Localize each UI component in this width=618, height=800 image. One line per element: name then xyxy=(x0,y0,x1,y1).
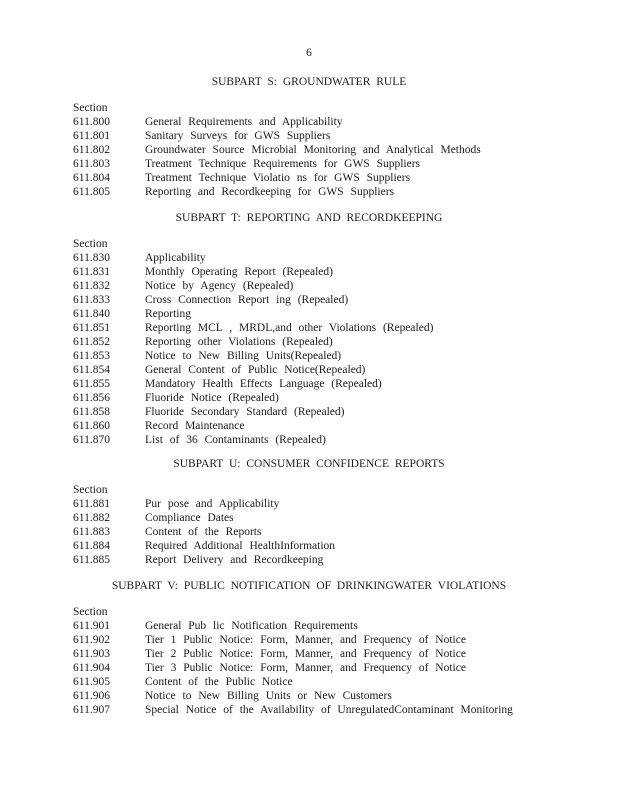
section-title: Reporting xyxy=(145,308,191,320)
section-number: 611.884 xyxy=(73,540,110,552)
subpart-heading: SUBPART U: CONSUMER CONFIDENCE REPORTS xyxy=(173,458,445,470)
section-number: 611.803 xyxy=(73,158,110,170)
section-title: Report Delivery and Recordkeeping xyxy=(145,554,324,566)
section-number: 611.805 xyxy=(73,186,110,198)
section-number: 611.901 xyxy=(73,620,110,632)
section-number: 611.885 xyxy=(73,554,110,566)
table-row xyxy=(73,322,433,336)
section-number: 611.802 xyxy=(73,144,110,156)
section-number: 611.832 xyxy=(73,280,110,292)
section-title: Groundwater Source Microbial Monitoring and Analytical Methods xyxy=(145,144,481,156)
section-number: 611.904 xyxy=(73,662,110,674)
table-row xyxy=(73,512,234,526)
subpart-heading: SUBPART S: GROUNDWATER RULE xyxy=(211,76,407,88)
section-title: Compliance Dates xyxy=(145,512,234,524)
section-number: 611.902 xyxy=(73,634,110,646)
section-label: Section xyxy=(73,102,108,114)
table-row xyxy=(73,554,323,568)
section-title: General Content of Public Notice(Repealed) xyxy=(145,364,366,376)
section-number: 611.854 xyxy=(73,364,110,376)
table-row xyxy=(73,144,481,158)
table-row xyxy=(73,540,335,554)
section-number: 611.903 xyxy=(73,648,110,660)
table-row xyxy=(73,336,333,350)
table-row xyxy=(73,252,206,266)
section-number: 611.801 xyxy=(73,130,110,142)
section-title: General Pub lic Notification Requirements xyxy=(145,620,358,632)
section-title: List of 36 Contaminants (Repealed) xyxy=(145,434,326,446)
section-title: General Requirements and Applicability xyxy=(145,116,343,128)
section-title: Fluoride Secondary Standard (Repealed) xyxy=(145,406,345,418)
table-row xyxy=(73,690,392,704)
section-number: 611.882 xyxy=(73,512,110,524)
subpart-heading: SUBPART V: PUBLIC NOTIFICATION OF DRINKINGWATER VIOLATIONS xyxy=(111,580,507,592)
table-row xyxy=(73,392,279,406)
section-title: Content of the Public Notice xyxy=(145,676,293,688)
table-row xyxy=(73,172,410,186)
table-row xyxy=(73,526,261,540)
section-title: Required Additional HealthInformation xyxy=(145,540,336,552)
section-title: Reporting MCL , MRDL,and other Violations (Repealed) xyxy=(145,322,434,334)
section-title: Tier 3 Public Notice: Form, Manner, and Frequency of Notice xyxy=(145,662,466,674)
section-title: Monthly Operating Report (Repealed) xyxy=(145,266,333,278)
section-number: 611.855 xyxy=(73,378,110,390)
section-number: 611.800 xyxy=(73,116,110,128)
table-row xyxy=(73,498,279,512)
subpart-heading: SUBPART T: REPORTING AND RECORDKEEPING xyxy=(175,212,443,224)
page-number: 6 xyxy=(306,47,312,59)
section-label: Section xyxy=(73,606,108,618)
section-title: Cross Connection Report ing (Repealed) xyxy=(145,294,349,306)
section-title: Tier 2 Public Notice: Form, Manner, and Frequency of Notice xyxy=(145,648,466,660)
section-title: Record Maintenance xyxy=(145,420,245,432)
section-number: 611.840 xyxy=(73,308,110,320)
table-row xyxy=(73,266,333,280)
section-title: Notice to New Billing Units or New Customers xyxy=(145,690,392,702)
section-number: 611.853 xyxy=(73,350,110,362)
section-title: Treatment Technique Violatio ns for GWS Suppliers xyxy=(145,172,411,184)
table-row xyxy=(73,116,343,130)
table-row xyxy=(73,676,293,690)
table-row xyxy=(73,364,365,378)
section-title: Notice to New Billing Units(Repealed) xyxy=(145,350,342,362)
section-title: Content of the Reports xyxy=(145,526,262,538)
table-row xyxy=(73,434,326,448)
section-number: 611.830 xyxy=(73,252,110,264)
table-row xyxy=(73,378,382,392)
section-title: Notice by Agency (Repealed) xyxy=(145,280,294,292)
table-row xyxy=(73,350,341,364)
section-number: 611.831 xyxy=(73,266,110,278)
section-title: Tier 1 Public Notice: Form, Manner, and Frequency of Notice xyxy=(145,634,466,646)
section-number: 611.883 xyxy=(73,526,110,538)
section-title: Reporting other Violations (Repealed) xyxy=(145,336,333,348)
section-title: Mandatory Health Effects Language (Repealed) xyxy=(145,378,382,390)
section-number: 611.860 xyxy=(73,420,110,432)
table-row xyxy=(73,294,348,308)
section-title: Applicability xyxy=(145,252,206,264)
table-row xyxy=(73,634,466,648)
section-label: Section xyxy=(73,238,108,250)
section-number: 611.881 xyxy=(73,498,110,510)
section-title: Special Notice of the Availability of UnregulatedContaminant Monitoring xyxy=(145,704,513,716)
section-number: 611.907 xyxy=(73,704,110,716)
table-row xyxy=(73,130,330,144)
section-number: 611.856 xyxy=(73,392,110,404)
section-title: Sanitary Surveys for GWS Suppliers xyxy=(145,130,331,142)
section-title: Fluoride Notice (Repealed) xyxy=(145,392,279,404)
table-row xyxy=(73,186,394,200)
section-number: 611.870 xyxy=(73,434,110,446)
table-row xyxy=(73,406,344,420)
table-row xyxy=(73,704,513,718)
section-label: Section xyxy=(73,484,108,496)
table-row xyxy=(73,308,191,322)
table-row xyxy=(73,662,466,676)
table-row xyxy=(73,648,466,662)
section-number: 611.906 xyxy=(73,690,110,702)
table-row xyxy=(73,280,293,294)
section-title: Treatment Technique Requirements for GWS Suppliers xyxy=(145,158,421,170)
section-title: Reporting and Recordkeeping for GWS Suppliers xyxy=(145,186,394,198)
section-number: 611.858 xyxy=(73,406,110,418)
table-row xyxy=(73,420,244,434)
section-title: Pur pose and Applicability xyxy=(145,498,280,510)
section-number: 611.852 xyxy=(73,336,110,348)
section-number: 611.905 xyxy=(73,676,110,688)
table-row xyxy=(73,158,420,172)
section-number: 611.851 xyxy=(73,322,110,334)
section-number: 611.804 xyxy=(73,172,110,184)
section-number: 611.833 xyxy=(73,294,110,306)
table-row xyxy=(73,620,358,634)
